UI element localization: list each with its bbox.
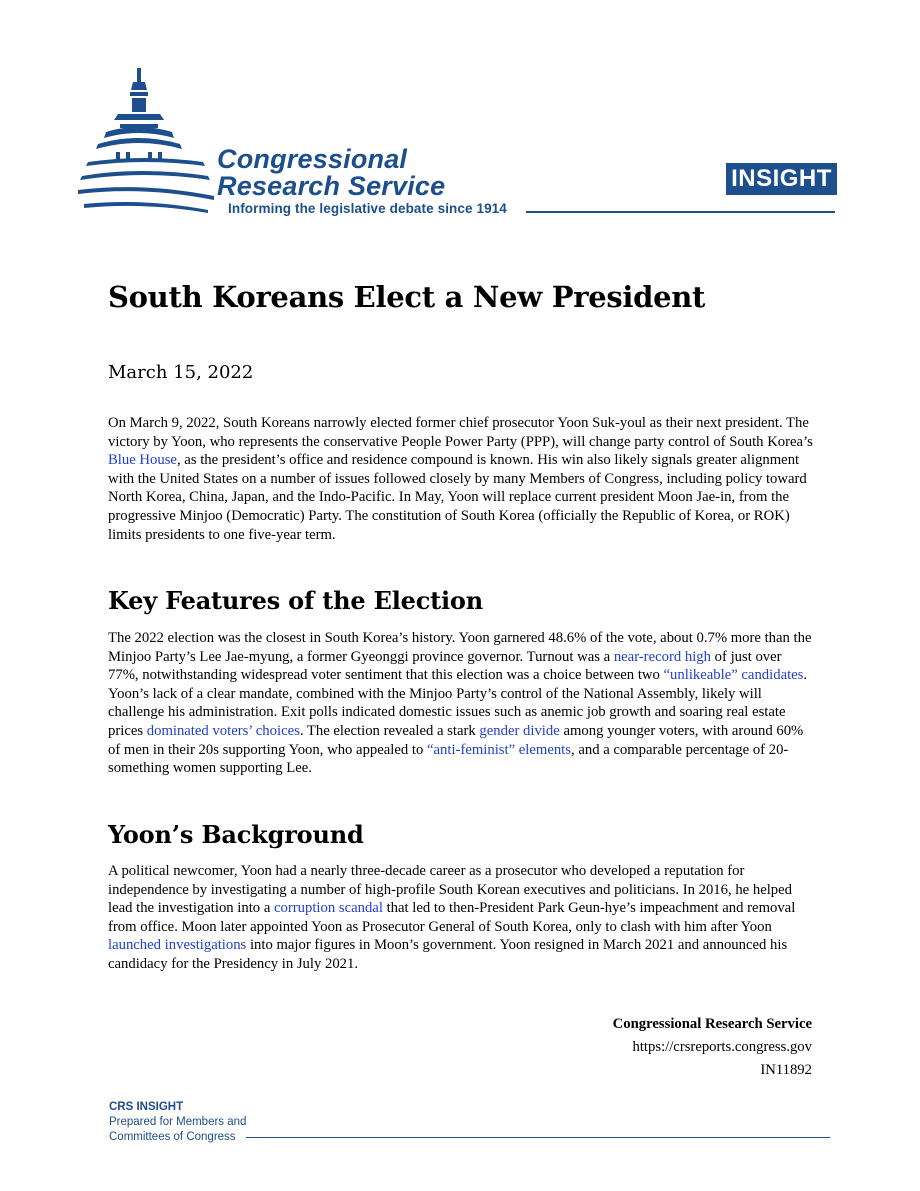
footer-url[interactable]: https://crsreports.congress.gov	[632, 1039, 812, 1055]
org-name-line1: Congressional	[217, 144, 408, 174]
background-paragraph: A political newcomer, Yoon had a nearly three-decade career as a prosecutor who developed a reputation for independence by investigating a number of high-profile South Korean executives and politicians. In 2016, he helped lead the investigation into a corruption scandal that led to then-President Park Geun-hye’s impeachment and removal from office. Moon later appointed Yoon as Prosecutor General of South Korea, only to clash with him after Yoon launched investigations into major figures in Moon’s government. Yoon resigned in March 2021 and announced his candidacy for the Presidency in July 2021.	[108, 863, 796, 972]
tagline-rule	[526, 211, 835, 213]
link-near-record-high[interactable]: near-record high	[613, 648, 711, 665]
capitol-dome-logo	[78, 66, 218, 216]
prepared-for-line1: Prepared for Members and	[109, 1116, 247, 1128]
footer-org-name: Congressional Research Service	[612, 1016, 812, 1032]
link-dominated-voters-choices[interactable]: dominated voters’ choices	[146, 722, 300, 739]
crs-wordmark	[217, 146, 445, 200]
publication-date: March 15, 2022	[108, 362, 254, 383]
link-gender-divide[interactable]: gender divide	[479, 722, 560, 739]
crs-insight-label: CRS INSIGHT	[109, 1101, 184, 1113]
key-features-paragraph: The 2022 election was the closest in South Korea’s history. Yoon garnered 48.6% of the vote, about 0.7% more than the Minjoo Party’s Lee Jae-myung, a former Gyeonggi province governor. Turnout was a near-record high of just over 77%, notwithstanding widespread voter sentiment that this election was a choice between two “unlikeable” candidates. Yoon’s lack of a clear mandate, combined with the Minjoo Party’s control of the National Assembly, likely will challenge his administration. Exit polls indicated domestic issues such as anemic job growth and soaring real estate prices dominated voters’ choices. The election revealed a stark gender divide among younger voters, with around 60% of men in their 20s supporting Yoon, who appealed to “anti-feminist” elements, and a comparable percentage of 20-something women supporting Lee.	[108, 630, 812, 777]
section-heading-key-features: Key Features of the Election	[108, 586, 483, 615]
insight-badge: INSIGHT	[726, 163, 837, 195]
link-anti-feminist-elements[interactable]: “anti-feminist” elements	[427, 741, 571, 758]
prepared-for-line2: Committees of Congress	[109, 1131, 236, 1143]
crs-insight-label-block	[109, 1100, 246, 1145]
link-unlikeable-candidates[interactable]: “unlikeable” candidates	[663, 667, 804, 684]
bottom-rule	[246, 1137, 830, 1138]
org-name-line2: Research Service	[217, 171, 446, 201]
tagline: Informing the legislative debate since 1914	[228, 201, 507, 216]
intro-paragraph: On March 9, 2022, South Koreans narrowly elected former chief prosecutor Yoon Suk-youl as their next president. The victory by Yoon, who represents the conservative People Power Party (PPP), will change party control of South Korea’s Blue House, as the president’s office and residence compound is known. His win also likely signals greater alignment with the United States on a number of issues followed closely by many Members of Congress, including policy toward North Korea, China, Japan, and the Indo-Pacific. In May, Yoon will replace current president Moon Jae-in, from the progressive Minjoo (Democratic) Party. The constitution of South Korea (officially the Republic of Korea, or ROK) limits presidents to one five-year term.	[108, 415, 813, 543]
report-footer	[613, 1013, 812, 1082]
link-launched-investigations[interactable]: launched investigations	[108, 937, 247, 954]
link-blue-house[interactable]: Blue House	[108, 452, 177, 469]
section-heading-background: Yoon’s Background	[108, 820, 364, 849]
page-title: South Koreans Elect a New President	[108, 280, 706, 314]
link-corruption-scandal[interactable]: corruption scandal	[274, 900, 383, 917]
report-id: IN11892	[760, 1062, 812, 1078]
